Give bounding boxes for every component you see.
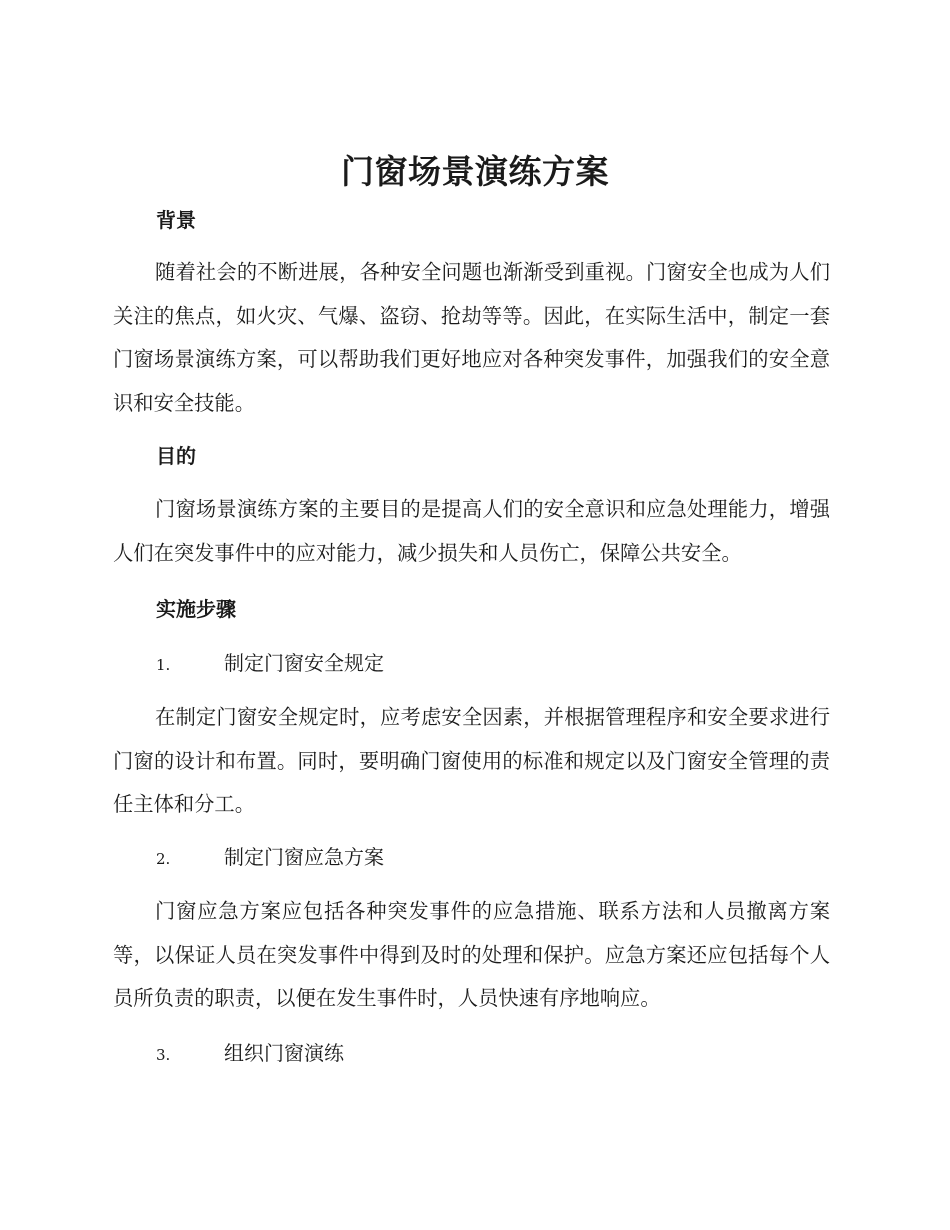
step-label: 制定门窗应急方案: [224, 845, 384, 869]
paragraph-step-2: 门窗应急方案应包括各种突发事件的应急措施、联系方法和人员撤离方案等，以保证人员在突发事件中得到及时的处理和保护。应急方案还应包括每个人员所负责的职责，以便在发生事件时，人员快速有序地响应。: [113, 899, 830, 1010]
step-item-1: [156, 649, 384, 679]
paragraph-background: 随着社会的不断进展，各种安全问题也渐渐受到重视。门窗安全也成为人们关注的焦点，如火灾、气爆、盗窃、抢劫等等。因此，在实际生活中，制定一套门窗场景演练方案，可以帮助我们更好地应对各种突发事件，加强我们的安全意识和安全技能。: [113, 260, 830, 415]
step-item-3: [156, 1039, 344, 1069]
section-heading-steps: 实施步骤: [156, 597, 236, 621]
section-heading-purpose: 目的: [156, 444, 196, 468]
step-item-2: [156, 843, 384, 873]
step-number: 3.: [156, 1046, 171, 1064]
document-title: 门窗场景演练方案: [341, 152, 609, 191]
step-number: 2.: [156, 850, 171, 868]
section-heading-background: 背景: [156, 208, 196, 232]
paragraph-purpose: 门窗场景演练方案的主要目的是提高人们的安全意识和应急处理能力，增强人们在突发事件中的应对能力，减少损失和人员伤亡，保障公共安全。: [113, 497, 830, 565]
step-label: 制定门窗安全规定: [224, 651, 384, 675]
step-number: 1.: [156, 656, 171, 674]
paragraph-step-1: 在制定门窗安全规定时，应考虑安全因素，并根据管理程序和安全要求进行门窗的设计和布置。同时，要明确门窗使用的标准和规定以及门窗安全管理的责任主体和分工。: [113, 705, 830, 816]
step-label: 组织门窗演练: [224, 1041, 344, 1065]
